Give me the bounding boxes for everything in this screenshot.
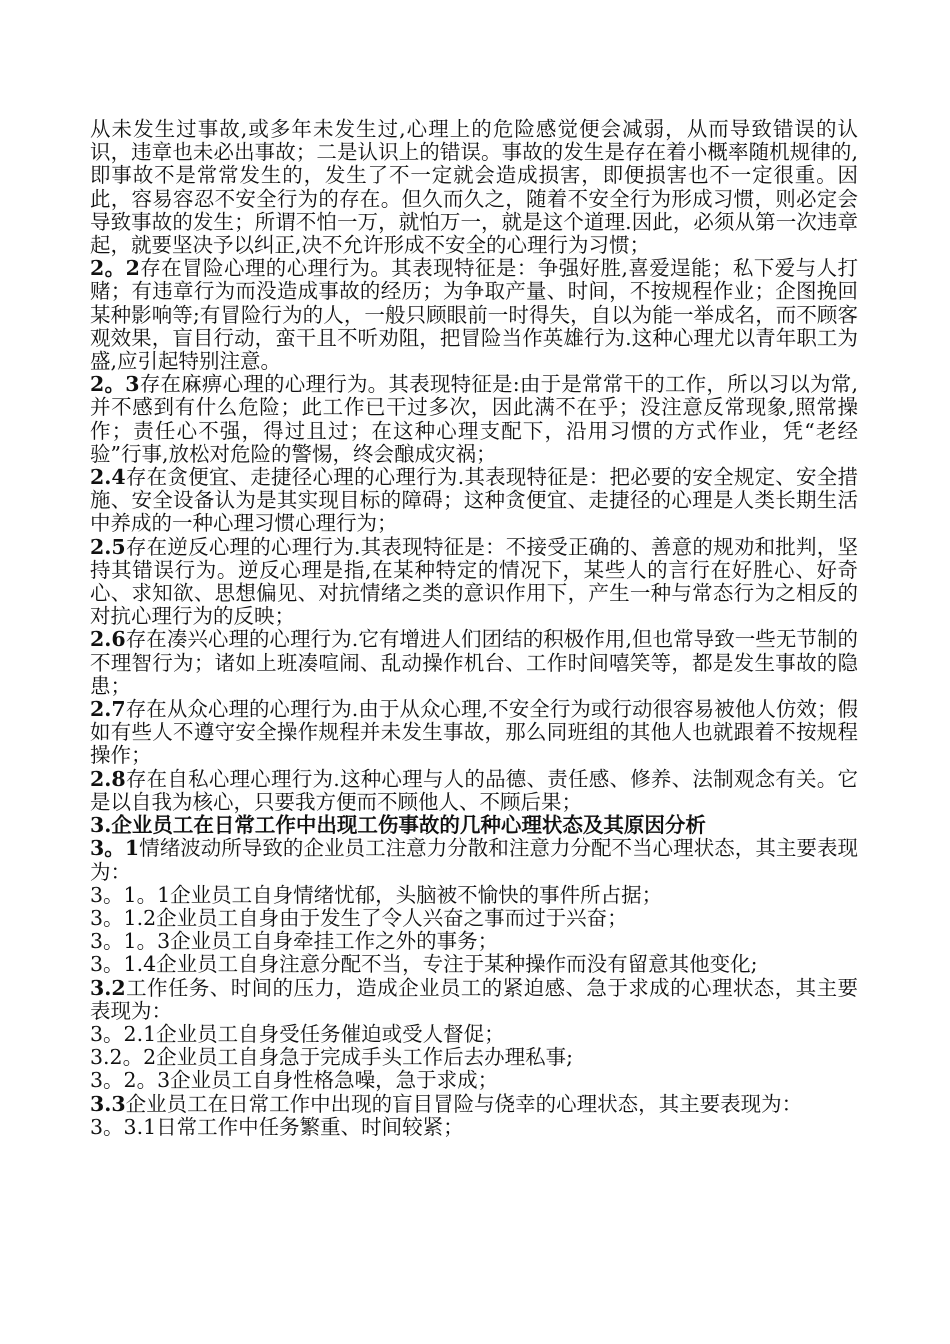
section-number: 2.6 xyxy=(90,627,126,652)
section-number: 3。1。1 xyxy=(90,882,171,907)
section-number: 2。3 xyxy=(90,372,140,397)
paragraph-2-2 xyxy=(90,257,858,373)
paragraph-text: 存在从众心理的心理行为.由于从众心理,不安全行为或行动很容易被他人仿效；假如有些人不遵守安全操作规程并未发生事故，那么同班组的其他人也就跟着不按规程操作； xyxy=(90,697,858,768)
paragraph-text: 企业员工自身牵挂工作之外的事务； xyxy=(170,929,499,954)
paragraph-3-3-1 xyxy=(90,1116,858,1139)
section-3-heading: 3.企业员工在日常工作中出现工伤事故的几种心理状态及其原因分析 xyxy=(90,813,706,838)
paragraph-3-1-4 xyxy=(90,953,858,976)
paragraph-3-1 xyxy=(90,837,858,883)
paragraph-3-1-3 xyxy=(90,930,858,953)
paragraph-text: 企业员工自身注意分配不当，专注于某种操作而没有留意其他变化; xyxy=(156,952,758,977)
section-number: 3。1 xyxy=(90,836,140,861)
paragraph-text: 存在贪便宜、走捷径心理的心理行为.其表现特征是：把必要的安全规定、安全措施、安全设备认为是其实现目标的障碍；这种贪便宜、走捷径的心理是人类长期生活中养成的一种心理习惯心理行为； xyxy=(90,465,858,536)
paragraph-2-5 xyxy=(90,536,858,629)
paragraph-intro xyxy=(90,118,858,257)
paragraph-text: 工作任务、时间的压力，造成企业员工的紧迫感、急于求成的心理状态，其主要表现为： xyxy=(90,975,858,1023)
section-number: 3.2 xyxy=(90,975,126,1000)
section-number: 2.4 xyxy=(90,465,126,490)
paragraph-text: 情绪波动所导致的企业员工注意力分散和注意力分配不当心理状态，其主要表现为： xyxy=(90,836,858,884)
section-number: 3。3.1 xyxy=(90,1114,157,1139)
paragraph-text: 企业员工在日常工作中出现的盲目冒险与侥幸的心理状态，其主要表现为： xyxy=(125,1091,803,1116)
section-number: 2.7 xyxy=(90,697,126,722)
paragraph-2-3 xyxy=(90,373,858,466)
paragraph-text: 日常工作中任务繁重、时间较紧； xyxy=(156,1114,464,1139)
paragraph-3-1-2 xyxy=(90,907,858,930)
paragraph-3-3 xyxy=(90,1093,858,1116)
section-number: 2.8 xyxy=(90,766,126,791)
paragraph-text: 从未发生过事故,或多年未发生过,心理上的危险感觉便会减弱，从而导致错误的认识，违章也未必出事故；二是认识上的错误。事故的发生是存在着小概率随机规律的,即事故不是常常发生的，发生了不一定就会造成损害，即便损害也不一定很重。因此，容易容忍不安全行为的存在。但久而久之，随着不安全行为形成习惯，则必定会导致事故的发生；所谓不怕一万，就怕万一，就是这个道理.因此，必须从第一次违章起，就要坚决予以纠正,决不允许形成不安全的心理行为习惯； xyxy=(90,117,858,258)
section-number: 2。2 xyxy=(90,256,140,281)
paragraph-text: 存在冒险心理的心理行为。其表现特征是：争强好胜,喜爱逞能；私下爱与人打赌；有违章行为而没造成事故的经历；为争取产量、时间，不按规程作业；企图挽回某种影响等;有冒险行为的人，一般只顾眼前一时得失，自以为能一举成名，而不顾客观效果，盲目行动，蛮干且不听劝阻，把冒险当作英雄行为.这种心理尤以青年职工为盛,应引起特别注意。 xyxy=(90,256,859,374)
section-number: 3。2。3 xyxy=(90,1068,171,1093)
paragraph-text: 企业员工自身情绪忧郁，头脑被不愉快的事件所占据； xyxy=(170,882,663,907)
section-number: 3。2.1 xyxy=(90,1021,157,1046)
paragraph-text: 存在麻痹心理的心理行为。其表现特征是:由于是常常干的工作，所以习以为常,并不感到有什么危险；此工作已干过多次，因此满不在乎；没注意反常现象,照常操作；责任心不强，得过且过；在这种心理支配下，沿用习惯的方式作业，凭“老经验”行事,放松对危险的警惕，终会酿成灾祸； xyxy=(90,372,859,466)
paragraph-3-2-2 xyxy=(90,1046,858,1069)
section-number: 3。1.2 xyxy=(90,905,157,930)
paragraph-2-7 xyxy=(90,698,858,768)
section-number: 2.5 xyxy=(90,534,126,559)
section-number: 3。1。3 xyxy=(90,929,171,954)
paragraph-3-1-1 xyxy=(90,884,858,907)
section-number: 3。1.4 xyxy=(90,952,157,977)
paragraph-text: 存在自私心理心理行为.这种心理与人的品德、责任感、修养、法制观念有关。它是以自我为核心，只要我方便而不顾他人、不顾后果； xyxy=(90,766,858,814)
paragraph-text: 企业员工自身受任务催迫或受人督促； xyxy=(156,1021,505,1046)
paragraph-2-6 xyxy=(90,628,858,698)
paragraph-2-8 xyxy=(90,768,858,814)
paragraph-3-2 xyxy=(90,977,858,1023)
paragraph-text: 企业员工自身性格急噪，急于求成； xyxy=(170,1068,499,1093)
paragraph-text: 存在逆反心理的心理行为.其表现特征是：不接受正确的、善意的规劝和批判，坚持其错误行为。逆反心理是指,在某种特定的情况下，某些人的言行在好胜心、好奇心、求知欲、思想偏见、对抗情绪之类的意识作用下，产生一种与常态行为之相反的对抗心理行为的反映； xyxy=(90,534,858,629)
paragraph-2-4 xyxy=(90,466,858,536)
paragraph-text: 企业员工自身由于发生了令人兴奋之事而过于兴奋； xyxy=(156,905,628,930)
section-number: 3.2。2 xyxy=(90,1045,157,1070)
document-page xyxy=(90,118,858,1139)
paragraph-3-2-1 xyxy=(90,1023,858,1046)
paragraph-3-2-3 xyxy=(90,1069,858,1092)
paragraph-text: 存在凑兴心理的心理行为.它有增进人们团结的积极作用,但也常导致一些无节制的不理智行为；诸如上班凑喧闹、乱动操作机台、工作时间嘻笑等，都是发生事故的隐患； xyxy=(90,627,858,698)
section-number: 3.3 xyxy=(90,1091,126,1116)
paragraph-text: 企业员工自身急于完成手头工作后去办理私事; xyxy=(156,1045,574,1070)
